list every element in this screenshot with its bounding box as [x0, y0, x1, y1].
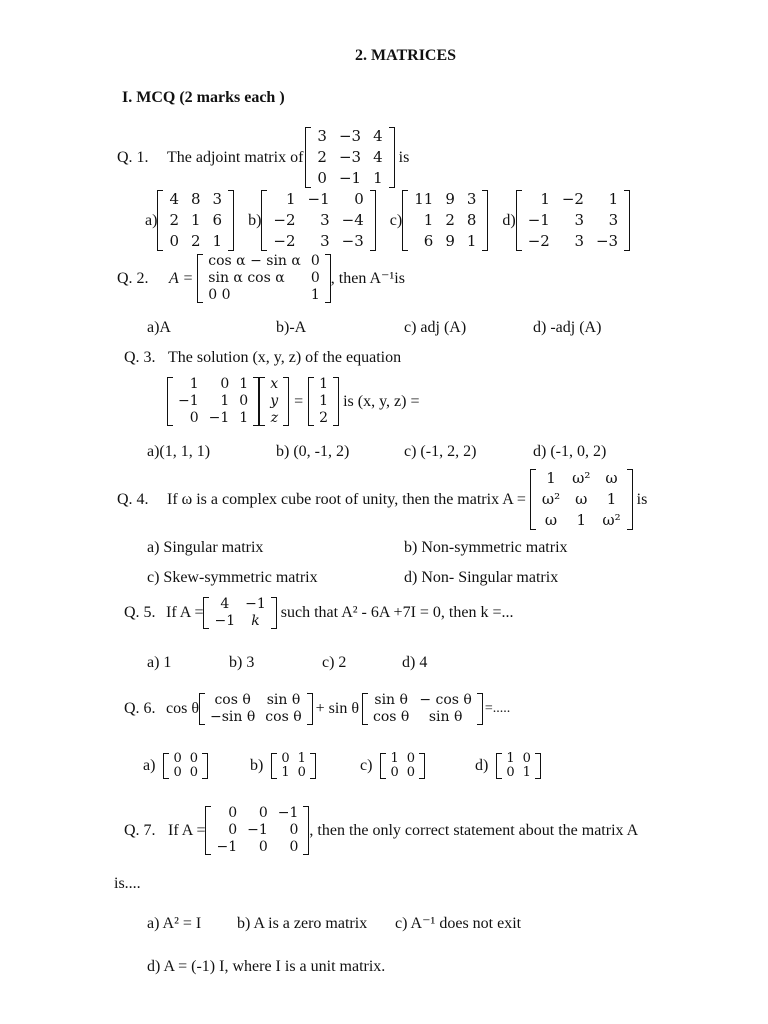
matrix-cell: ω: [605, 469, 618, 487]
matrix-cell: 1: [390, 751, 399, 766]
matrix-cell: 1: [189, 376, 199, 392]
matrix-cell: 1: [297, 751, 306, 766]
matrix-cell: 1: [190, 211, 201, 229]
option-matrix: [380, 752, 425, 780]
q3-option-b[interactable]: b) (0, -1, 2): [276, 443, 350, 460]
matrix-cell: 1: [239, 410, 249, 426]
matrix-cell: 9: [445, 232, 455, 250]
cos-factor: cos θ: [166, 700, 199, 718]
option-d[interactable]: [502, 189, 630, 252]
matrix-cell: 0: [406, 765, 415, 780]
question-suffix: , then the only correct statement about the matrix A: [309, 821, 639, 839]
matrix-cell: −1: [208, 410, 230, 426]
matrix: [305, 126, 394, 189]
matrix-name: If A =: [166, 604, 204, 622]
first-matrix: [199, 692, 313, 726]
question-number: Q. 6.: [124, 700, 156, 718]
matrix-cell: 1: [466, 232, 477, 250]
matrix-cell: cos α − sin α: [208, 253, 301, 269]
q4-option-d[interactable]: d) Non- Singular matrix: [404, 569, 559, 586]
matrix-cell: k: [251, 613, 260, 629]
matrix-cell: 1: [212, 232, 223, 250]
matrix-cell: 2: [317, 148, 327, 166]
question-number: Q. 1.: [117, 148, 149, 166]
matrix: [203, 596, 276, 630]
matrix-cell: 1: [373, 169, 383, 187]
matrix-cell: 8: [466, 211, 477, 229]
matrix-cell: 0: [173, 751, 182, 766]
matrix-cell: 0: [354, 190, 364, 208]
matrix-cell: y: [270, 393, 279, 409]
question-suffix: such that A² - 6A +7I = 0, then k =...: [280, 604, 514, 622]
matrix-cell: 0: [289, 839, 299, 855]
matrix-cell: 1: [522, 765, 531, 780]
question-text: The adjoint matrix of: [167, 148, 304, 166]
matrix-cell: −1: [338, 169, 362, 187]
matrix: [530, 468, 633, 531]
matrix-cell: 0: [310, 253, 320, 269]
q3-option-d[interactable]: d) (-1, 0, 2): [533, 443, 607, 460]
section-heading: I. MCQ (2 marks each ): [122, 89, 285, 106]
question-4: [117, 468, 647, 531]
constant-vector: [308, 376, 339, 427]
page-title: 2. MATRICES: [355, 47, 457, 64]
question-3: [124, 348, 401, 367]
matrix-cell: 3: [320, 211, 330, 229]
matrix-cell: 0: [406, 751, 415, 766]
option-matrix: [271, 752, 316, 780]
matrix-cell: 6: [423, 232, 434, 250]
matrix-cell: −4: [341, 211, 364, 229]
matrix-cell: 1: [319, 393, 329, 409]
question-6: [124, 692, 510, 726]
matrix-cell: 6: [212, 211, 223, 229]
q5-option-d[interactable]: d) 4: [402, 654, 428, 671]
q7-option-b[interactable]: b) A is a zero matrix: [237, 915, 368, 932]
matrix-cell: 2: [190, 232, 201, 250]
question-suffix: is: [398, 148, 410, 166]
matrix-cell: −3: [595, 232, 619, 250]
matrix-cell: 1: [546, 469, 556, 487]
question-suffix: is: [636, 490, 648, 508]
option-label: b): [250, 757, 264, 775]
matrix-cell: 0: [189, 410, 199, 426]
matrix-cell: −2: [561, 190, 584, 208]
matrix-cell: −3: [338, 148, 362, 166]
matrix-cell: 0: [297, 765, 306, 780]
matrix-cell: 1: [576, 511, 587, 529]
matrix-cell: −1: [216, 839, 238, 855]
matrix-cell: 2: [169, 211, 179, 229]
matrix-cell: 9: [445, 190, 455, 208]
q6-option-d[interactable]: [475, 752, 541, 780]
matrix-cell: 3: [320, 232, 330, 250]
matrix-cell: 0: [390, 765, 399, 780]
matrix-cell: 0: [289, 822, 299, 838]
matrix-cell: 4: [220, 596, 230, 612]
matrix-cell: 4: [373, 148, 383, 166]
option-label: c): [360, 757, 373, 775]
matrix-cell: 3: [212, 190, 223, 208]
matrix-cell: 3: [466, 190, 477, 208]
matrix-cell: 0: [220, 376, 230, 392]
matrix-cell: 4: [169, 190, 179, 208]
matrix-cell: −sin θ: [210, 709, 256, 725]
matrix-cell: 0: [228, 805, 238, 821]
question-number: Q. 5.: [124, 604, 156, 622]
equals-sign: =: [294, 392, 304, 410]
q7-option-c[interactable]: c) A⁻¹ does not exit: [395, 915, 522, 932]
q3-option-a[interactable]: a)(1, 1, 1): [147, 443, 211, 460]
q4-option-b[interactable]: b) Non-symmetric matrix: [404, 539, 568, 556]
matrix-cell: −2: [273, 232, 296, 250]
option-a[interactable]: [145, 189, 234, 252]
matrix-cell: 3: [608, 211, 619, 229]
q6-option-c[interactable]: [360, 752, 425, 780]
option-label: b): [248, 211, 262, 229]
matrix-cell: 1: [606, 490, 617, 508]
matrix-cell: −1: [247, 822, 268, 838]
q5-option-b[interactable]: b) 3: [229, 654, 255, 671]
matrix-cell: 0: [189, 765, 198, 780]
matrix-cell: 0: [522, 751, 531, 766]
question-number: Q. 4.: [117, 490, 149, 508]
matrix-cell: −1: [307, 190, 330, 208]
option-matrix: [496, 752, 541, 780]
matrix-cell: cos θ: [265, 709, 302, 725]
matrix-cell: 0: [228, 822, 238, 838]
q3-option-c[interactable]: c) (-1, 2, 2): [404, 443, 477, 460]
matrix-cell: − cos θ: [419, 692, 472, 708]
matrix-cell: ω²: [541, 490, 561, 508]
option-c[interactable]: [390, 189, 489, 252]
question-7: [124, 805, 638, 856]
question-text: If ω is a complex cube root of unity, then the matrix A =: [167, 490, 526, 508]
question-5: [124, 596, 513, 630]
matrix: [205, 805, 309, 856]
matrix-cell: 1: [310, 287, 320, 303]
option-label: a): [145, 211, 158, 229]
matrix-cell: 0: [258, 805, 268, 821]
matrix-cell: −1: [245, 596, 266, 612]
coefficient-matrix: [167, 376, 259, 427]
option-label: d): [475, 757, 489, 775]
matrix-cell: 3: [574, 232, 584, 250]
matrix-cell: x: [270, 376, 279, 392]
matrix: [197, 253, 331, 304]
matrix-cell: 0 0: [208, 287, 231, 303]
question-number: Q. 2.: [117, 269, 149, 287]
q6-option-b[interactable]: [250, 752, 316, 780]
matrix-cell: 0: [281, 751, 290, 766]
matrix-cell: 1: [540, 190, 550, 208]
q1-options: [145, 189, 630, 252]
option-label: a): [143, 757, 156, 775]
matrix-cell: 1: [608, 190, 619, 208]
matrix-cell: 3: [574, 211, 584, 229]
matrix-cell: 4: [373, 127, 383, 145]
question-suffix: is (x, y, z) =: [343, 392, 420, 410]
matrix-cell: 2: [445, 211, 455, 229]
option-b[interactable]: [248, 189, 376, 252]
matrix-cell: sin θ: [374, 692, 408, 708]
question-2: [117, 253, 405, 304]
matrix-cell: 1: [506, 751, 515, 766]
question-text: The solution (x, y, z) of the equation: [168, 349, 402, 366]
matrix-cell: 3: [317, 127, 327, 145]
matrix-cell: 0: [258, 839, 268, 855]
question-1: [117, 126, 409, 189]
matrix-cell: −3: [338, 127, 362, 145]
matrix-cell: cos θ: [214, 692, 251, 708]
plus-sin-factor: + sin θ: [315, 700, 359, 718]
matrix-cell: cos θ: [373, 709, 410, 725]
matrix-cell: z: [270, 410, 279, 426]
question-suffix: =.....: [484, 700, 511, 716]
matrix-cell: 1: [319, 376, 329, 392]
matrix-name: If A =: [168, 821, 206, 839]
q2-option-c[interactable]: c) adj (A): [404, 319, 467, 336]
matrix-cell: 0: [310, 270, 320, 286]
matrix-cell: sin α cos α: [208, 270, 285, 286]
q6-option-a[interactable]: [143, 752, 208, 780]
question-number: Q. 7.: [124, 821, 156, 839]
matrix-cell: 8: [190, 190, 201, 208]
matrix-cell: 1: [220, 393, 230, 409]
matrix-cell: 0: [169, 232, 179, 250]
q7-option-d[interactable]: d) A = (-1) I, where I is a unit matrix.: [147, 958, 386, 975]
matrix-cell: −1: [527, 211, 550, 229]
matrix-cell: sin θ: [266, 692, 301, 708]
q7-option-a[interactable]: a) A² = I: [147, 915, 202, 932]
matrix-cell: −3: [341, 232, 364, 250]
option-label: d): [502, 211, 516, 229]
matrix-cell: −2: [273, 211, 296, 229]
variable-vector: [259, 376, 289, 427]
matrix-cell: 0: [239, 393, 249, 409]
question-continuation: is....: [114, 875, 141, 892]
option-matrix: [163, 752, 208, 780]
second-matrix: [362, 692, 483, 726]
question-number: Q. 3.: [124, 349, 156, 366]
q5-option-c[interactable]: c) 2: [322, 654, 347, 671]
option-matrix: [516, 189, 630, 252]
option-label: c): [389, 211, 403, 229]
q2-option-a[interactable]: a)A: [147, 319, 171, 336]
matrix-cell: ω: [575, 490, 588, 508]
question-suffix: , then A⁻¹is: [330, 269, 405, 287]
matrix-cell: 2: [319, 410, 329, 426]
matrix-cell: 11: [414, 190, 434, 208]
matrix-cell: 0: [506, 765, 515, 780]
matrix-cell: 1: [239, 376, 249, 392]
matrix-cell: 0: [317, 169, 327, 187]
matrix-cell: −1: [178, 393, 199, 409]
q3-equation: [167, 376, 420, 427]
matrix-cell: −1: [277, 805, 299, 821]
matrix-cell: 1: [423, 211, 434, 229]
matrix-cell: 1: [285, 190, 296, 208]
q2-option-b[interactable]: b)-A: [276, 319, 307, 336]
matrix-cell: −2: [527, 232, 550, 250]
q5-option-a[interactable]: a) 1: [147, 654, 172, 671]
matrix-cell: ω²: [572, 469, 591, 487]
option-matrix: [157, 189, 234, 252]
matrix-cell: sin θ: [428, 709, 463, 725]
matrix-cell: 1: [281, 765, 290, 780]
q2-option-d[interactable]: d) -adj (A): [533, 319, 602, 336]
matrix-cell: ω²: [602, 511, 621, 529]
matrix-cell: −1: [214, 613, 236, 629]
matrix-name: A =: [169, 269, 194, 287]
matrix-cell: 0: [173, 765, 182, 780]
q4-option-a[interactable]: a) Singular matrix: [147, 539, 264, 556]
matrix-cell: 0: [189, 751, 198, 766]
q4-option-c[interactable]: c) Skew-symmetric matrix: [147, 569, 318, 586]
option-matrix: [402, 189, 488, 252]
matrix-cell: ω: [544, 511, 558, 529]
option-matrix: [261, 189, 375, 252]
